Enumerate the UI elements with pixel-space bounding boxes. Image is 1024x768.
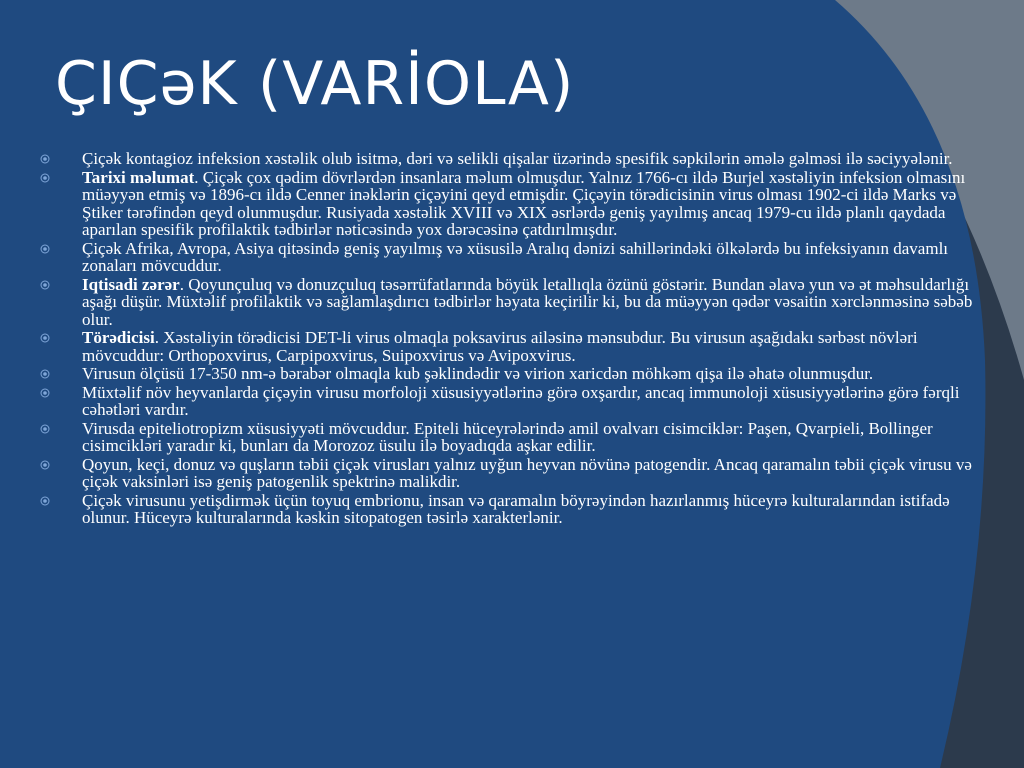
target-circle-icon [40, 333, 50, 343]
item-text: Virusun ölçüsü 17-350 nm-ə bərabər olmaqla kub şəklindədir və virion xaricdən möhkəm qişa ilə əhatə olunmuşdur. [82, 364, 874, 383]
item-text: . Qoyunçuluq və donuzçuluq təsərrüfatlarında böyük letallıqla özünü göstərir. Bundan əlavə yun və ət məhsuldarlığı aşağı düşür. Müxtəlif profilaktik və sağlamlaşdırıcı tədbirlər həyata keçirilir ki, bu da müəyyən qədər vəsaitin xərclənməsinə səbəb olur. [82, 274, 973, 329]
list-item [40, 365, 990, 383]
target-circle-icon [40, 280, 50, 290]
list-item [40, 169, 990, 239]
list-item [40, 492, 990, 527]
target-circle-icon [40, 173, 50, 183]
target-circle-icon [40, 496, 50, 506]
item-text: . Xəstəliyin törədicisi DET-li virus olmaqla poksavirus ailəsinə mənsubdur. Bu virusun aşağıdakı sərbəst növləri mövcuddur: Orthopoxvirus, Carpipoxvirus, Suipoxvirus və Avipoxvirus. [82, 328, 918, 365]
list-item [40, 150, 990, 168]
item-text: Qoyun, keçi, donuz və quşların təbii çiçək virusları yalnız uyğun heyvan növünə patogendir. Ancaq qaramalın təbii çiçək virusu və çiçək vaksinləri isə geniş patogenlik spektrinə malikdir. [82, 454, 972, 491]
list-item [40, 384, 990, 419]
item-text: . Çiçək çox qədim dövrlərdən insanlara məlum olmuşdur. Yalnız 1766-cı ildə Burjel xəstəliyin infeksion olmasını müəyyən etmiş və 1896-cı ildə Cenner inəklərin çiçəyini qeyd etmişdir. Çiçəyin törədicisinin virus olması 1902-ci ildə Marks və Ştiker tərəfindən qeyd olunmuşdur. Rusiyada xəstəlik XVIII və XIX əsrlərdə geniş yayılmış ancaq 1979-cu ildə planlı qaydada aparılan spesifik profilaktik tədbirlər nəticəsində yox dərəcəsinə çatdırılmışdır. [82, 167, 966, 239]
list-item [40, 456, 990, 491]
item-text: Virusda epiteliotropizm xüsusiyyəti mövcuddur. Epiteli hüceyrələrində amil ovalvarı cisimciklər: Paşen, Qvarpieli, Bollinger cisimcikləri yaradır ki, bunları da Morozoz üsulu ilə boyadıqda aşkar edilir. [82, 418, 933, 455]
bullet-list [40, 150, 990, 528]
target-circle-icon [40, 460, 50, 470]
list-item [40, 329, 990, 364]
target-circle-icon [40, 388, 50, 398]
item-text: Müxtəlif növ heyvanlarda çiçəyin virusu morfoloji xüsusiyyətlərinə görə oxşardır, ancaq immunoloji xüsusiyyətlərinə görə fərqli cəhətləri vardır. [82, 382, 960, 419]
list-item [40, 240, 990, 275]
item-text: Çiçək kontagioz infeksion xəstəlik olub isitmə, dəri və selikli qişalar üzərində spesifik səpkilərin əmələ gəlməsi ilə səciyyələnir. [82, 149, 953, 168]
list-item [40, 420, 990, 455]
item-lead: Tarixi məlumat [82, 167, 195, 187]
item-lead: Törədicisi [82, 328, 155, 347]
slide-title: ÇIÇəK (VARİOLA) [55, 49, 575, 119]
item-text: Çiçək virusunu yetişdirmək üçün toyuq embrionu, insan və qaramalın böyrəyindən hazırlanmış hüceyrə kulturalarından istifadə olunur. Hüceyrə kulturalarında kəskin sitopatogen təsirlə xarakterlənir. [82, 490, 950, 527]
target-circle-icon [40, 244, 50, 254]
target-circle-icon [40, 154, 50, 164]
target-circle-icon [40, 369, 50, 379]
target-circle-icon [40, 424, 50, 434]
item-text: Çiçək Afrika, Avropa, Asiya qitəsində geniş yayılmış və xüsusilə Aralıq dənizi sahillərindəki ölkələrdə bu infeksiyanın davamlı zonaları mövcuddur. [82, 238, 949, 275]
list-item [40, 276, 990, 329]
item-lead: Iqtisadi zərər [82, 274, 180, 294]
